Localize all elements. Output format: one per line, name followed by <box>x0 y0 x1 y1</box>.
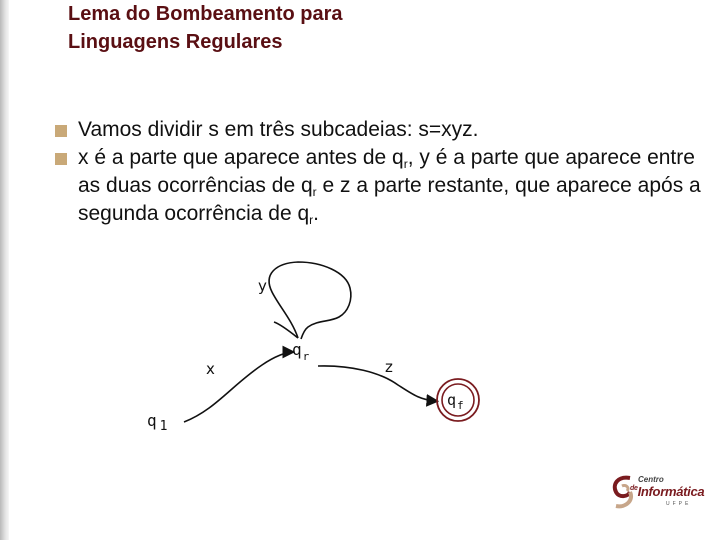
state-qf <box>447 391 464 412</box>
state-qf-sub: f <box>457 399 464 412</box>
centro-informatica-logo <box>608 472 708 512</box>
state-qf-base: q <box>447 391 457 409</box>
bullet-text: Vamos dividir s em três subcadeias: s=xyz. <box>78 118 479 141</box>
logo-text-ufpe: UFPE <box>666 501 692 507</box>
edge-label-z: z <box>385 358 393 376</box>
slide-title-line1: Lema do Bombeamento para <box>68 3 343 25</box>
bullet-text-part: , y é a parte que aparece entre as duas ocorrências de q <box>78 146 695 197</box>
bullet-text-part: e z a parte restante, que aparece após a segunda ocorrência de q <box>78 174 701 225</box>
logo-text-de: de <box>630 485 638 492</box>
edge-z <box>318 366 436 401</box>
slide-title-line2: Linguagens Regulares <box>68 31 283 53</box>
edge-x <box>184 352 292 422</box>
state-q1-sub: 1 <box>159 419 168 434</box>
subscript: r <box>312 185 317 199</box>
subscript: r <box>403 157 408 171</box>
state-q1-base: q <box>147 411 157 430</box>
bullet-text-part: . <box>313 202 320 225</box>
logo-text-informatica <box>630 484 704 499</box>
bullet-text-part: x é a parte que aparece antes de q <box>78 146 404 169</box>
logo-text-centro: Centro <box>638 475 664 484</box>
logo-text-main-word: Informática <box>637 484 705 499</box>
edge-label-x: x <box>206 360 215 378</box>
state-qr-base: q <box>292 340 302 359</box>
state-qr <box>292 340 310 363</box>
subscript: r <box>309 213 314 227</box>
state-q1 <box>147 411 167 434</box>
state-qr-sub: r <box>302 350 310 363</box>
edge-y-loop <box>269 262 351 339</box>
edge-label-y: y <box>258 277 267 295</box>
